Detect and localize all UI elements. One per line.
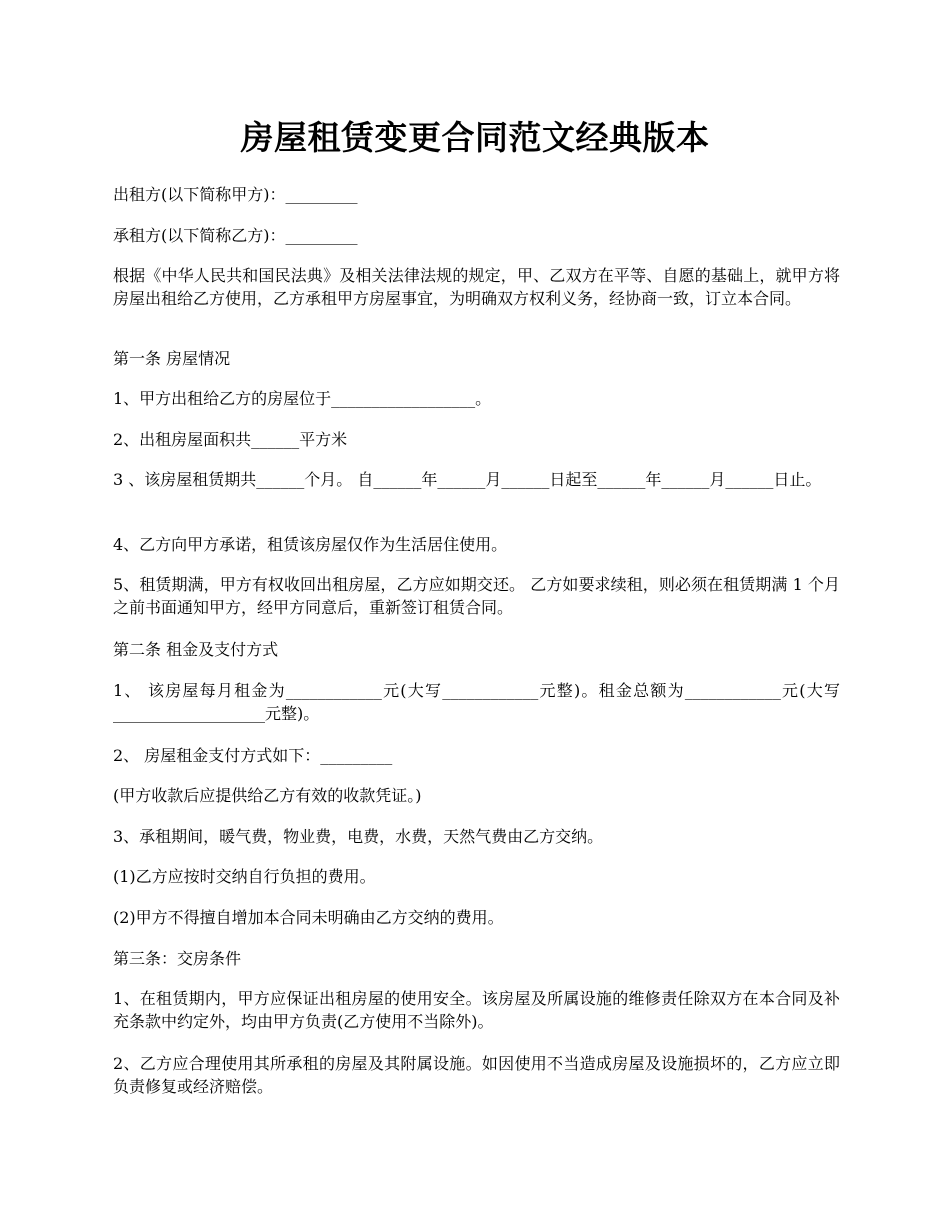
document-title: 房屋租赁变更合同范文经典版本: [240, 118, 710, 157]
article-3-heading: 第三条：交房条件: [113, 949, 242, 968]
article-2-subclause-2: (2)甲方不得擅自增加本合同未明确由乙方交纳的费用。: [113, 908, 504, 927]
lessee-line: 承租方(以下简称乙方)：_________: [113, 226, 358, 245]
article-2-clause-3: 3、承租期间，暖气费，物业费，电费，水费，天然气费由乙方交纳。: [113, 827, 604, 846]
article-1-clause-5: 5、租赁期满，甲方有权收回出租房屋，乙方应如期交还。 乙方如要求续租，则必须在租赁期满 1 个月之前书面通知甲方，经甲方同意后，重新签订租赁合同。: [113, 575, 840, 617]
article-1-clause-4: 4、乙方向甲方承诺，租赁该房屋仅作为生活居住使用。: [113, 535, 508, 554]
article-3-clause-2: 2、乙方应合理使用其所承租的房屋及其附属设施。如因使用不当造成房屋及设施损坏的，乙方应立即负责修复或经济赔偿。: [113, 1054, 840, 1096]
preamble-paragraph: 根据《中华人民共和国民法典》及相关法律法规的规定，甲、乙双方在平等、自愿的基础上，就甲方将房屋出租给乙方使用，乙方承租甲方房屋事宜，为明确双方权利义务，经协商一致，订立本合同。: [113, 266, 840, 308]
article-1-heading: 第一条 房屋情况: [113, 349, 231, 368]
article-2-clause-1: 1、 该房屋每月租金为____________元(大写____________元整)。租金总额为____________元(大写___________________元整)。: [113, 681, 840, 723]
lessor-line: 出租方(以下简称甲方)：_________: [113, 185, 358, 204]
article-2-subclause-1: (1)乙方应按时交纳自行负担的费用。: [113, 867, 376, 886]
article-3-clause-1: 1、在租赁期内，甲方应保证出租房屋的使用安全。该房屋及所属设施的维修责任除双方在本合同及补充条款中约定外，均由甲方负责(乙方使用不当除外)。: [113, 989, 840, 1031]
article-1-clause-2: 2、出租房屋面积共______平方米: [113, 430, 348, 449]
article-2-note: (甲方收款后应提供给乙方有效的收款凭证。): [113, 786, 422, 805]
article-1-clause-3: 3 、该房屋租赁期共______个月。 自______年______月______日起至______年______月______日止。: [113, 470, 822, 489]
article-2-clause-2: 2、 房屋租金支付方式如下：_________: [113, 746, 393, 765]
article-2-heading: 第二条 租金及支付方式: [113, 640, 279, 659]
article-1-clause-1: 1、甲方出租给乙方的房屋位于__________________。: [113, 389, 492, 408]
